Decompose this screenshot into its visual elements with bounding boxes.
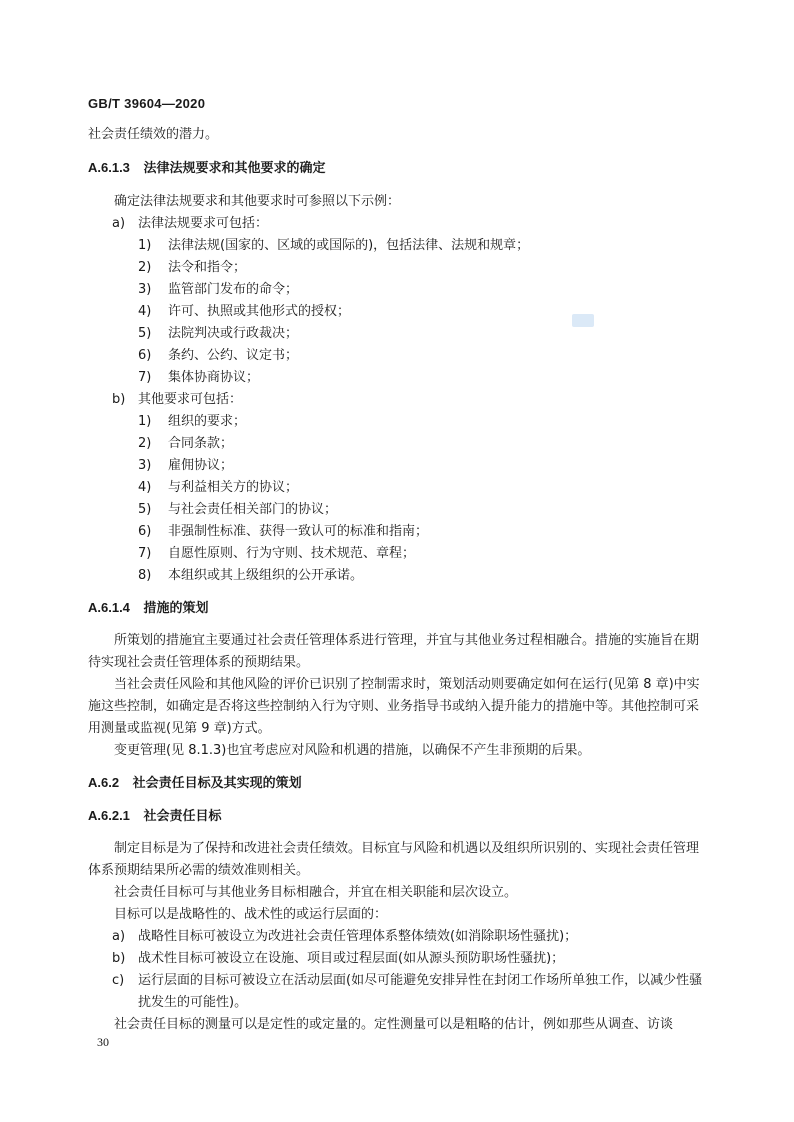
clause-title: 社会责任目标及其实现的策划 xyxy=(132,776,302,791)
list-item xyxy=(88,565,710,587)
continuation-text: 社会责任绩效的潜力。 xyxy=(88,127,219,142)
clause-title: 社会责任目标 xyxy=(143,809,222,824)
list-marker: 7) xyxy=(138,370,152,385)
list-text: 与利益相关方的协议； xyxy=(168,480,299,495)
paragraph: 当社会责任风险和其他风险的评价已识别了控制需求时，策划活动则要确定如何在运行(见第 8 章)中实施这些控制，如确定是否将这些控制纳入行为守则、业务指导书或纳入提升能力的措施中等。其他控制可采用测量或监视(见第 9 章)方式。 xyxy=(88,677,700,736)
list-text: 战术性目标可被设立在设施、项目或过程层面(如从源头预防职场性骚扰)； xyxy=(138,951,565,966)
list-item xyxy=(88,433,710,455)
list-item xyxy=(88,543,710,565)
list-item xyxy=(88,323,710,345)
clause-title: 措施的策划 xyxy=(143,601,209,616)
list-marker: a) xyxy=(112,929,126,944)
list-text: 其他要求可包括： xyxy=(138,392,243,407)
list-item xyxy=(88,411,710,433)
list-marker: 3) xyxy=(138,458,152,473)
list-text: 雇佣协议； xyxy=(168,458,234,473)
list-item xyxy=(88,926,710,948)
list-item xyxy=(88,499,710,521)
clause-number: A.6.2 xyxy=(88,775,120,790)
list-marker: 5) xyxy=(138,326,152,341)
clause-heading-a613 xyxy=(88,157,710,180)
list-text: 合同条款； xyxy=(168,436,234,451)
list-text: 法院判决或行政裁决； xyxy=(168,326,299,341)
paragraph: 目标可以是战略性的、战术性的或运行层面的： xyxy=(114,907,388,922)
standard-code: GB/T 39604—2020 xyxy=(88,96,206,111)
list-text: 监管部门发布的命令； xyxy=(168,282,299,297)
clause-heading-a62 xyxy=(88,772,710,795)
list-text: 本组织或其上级组织的公开承诺。 xyxy=(168,568,364,583)
list-item xyxy=(88,301,710,323)
paragraph: 社会责任目标可与其他业务目标相融合，并宜在相关职能和层次设立。 xyxy=(114,885,518,900)
list-text: 战略性目标可被设立为改进社会责任管理体系整体绩效(如消除职场性骚扰)； xyxy=(138,929,578,944)
list-text: 组织的要求； xyxy=(168,414,247,429)
list-item xyxy=(88,521,710,543)
clause-number: A.6.2.1 xyxy=(88,808,130,823)
list-text: 自愿性原则、行为守则、技术规范、章程； xyxy=(168,546,416,561)
list-text: 法令和指令； xyxy=(168,260,247,275)
list-item xyxy=(88,455,710,477)
clause-number: A.6.1.3 xyxy=(88,160,130,175)
list-marker: 2) xyxy=(138,436,152,451)
list-marker: 6) xyxy=(138,524,152,539)
list-marker: 4) xyxy=(138,304,152,319)
list-text: 与社会责任相关部门的协议； xyxy=(168,502,338,517)
clause-heading-a621 xyxy=(88,805,710,828)
list-marker: 1) xyxy=(138,238,152,253)
paragraph: 确定法律法规要求和其他要求时可参照以下示例： xyxy=(114,194,401,209)
paragraph: 变更管理(见 8.1.3)也宜考虑应对风险和机遇的措施，以确保不产生非预期的后果。 xyxy=(114,743,591,758)
list-marker: 1) xyxy=(138,414,152,429)
list-text: 条约、公约、议定书； xyxy=(168,348,299,363)
list-item xyxy=(88,970,710,1014)
list-item xyxy=(88,279,710,301)
list-item xyxy=(88,948,710,970)
list-marker: 6) xyxy=(138,348,152,363)
list-text: 运行层面的目标可被设立在活动层面(如尽可能避免安排异性在封闭工作场所单独工作，以减少性骚扰发生的可能性)。 xyxy=(138,973,703,1010)
list-item xyxy=(88,477,710,499)
list-marker: 3) xyxy=(138,282,152,297)
list-marker: b) xyxy=(112,951,126,966)
sublist-b xyxy=(88,411,710,587)
list-marker: 4) xyxy=(138,480,152,495)
list-item xyxy=(88,235,710,257)
clause-title: 法律法规要求和其他要求的确定 xyxy=(143,161,326,176)
clause-number: A.6.1.4 xyxy=(88,600,130,615)
list-text: 法律法规(国家的、区域的或国际的)，包括法律、法规和规章； xyxy=(168,238,530,253)
list-item xyxy=(88,367,710,389)
list-item xyxy=(88,345,710,367)
list-marker: 2) xyxy=(138,260,152,275)
list-text: 法律法规要求可包括： xyxy=(138,216,269,231)
list-marker: 8) xyxy=(138,568,152,583)
list-item-a xyxy=(88,213,710,235)
list-marker: b) xyxy=(112,392,126,407)
paragraph: 制定目标是为了保持和改进社会责任绩效。目标宜与风险和机遇以及组织所识别的、实现社会责任管理体系预期结果所必需的绩效准则相关。 xyxy=(88,841,700,878)
paragraph: 所策划的措施宜主要通过社会责任管理体系进行管理，并宜与其他业务过程相融合。措施的实施旨在期待实现社会责任管理体系的预期结果。 xyxy=(88,633,700,670)
sublist-a xyxy=(88,235,710,389)
list-text: 许可、执照或其他形式的授权； xyxy=(168,304,351,319)
list-marker: a) xyxy=(112,216,126,231)
clause-heading-a614 xyxy=(88,597,710,620)
page-number: 30 xyxy=(97,1035,109,1049)
list-marker: 5) xyxy=(138,502,152,517)
list-marker: c) xyxy=(112,973,125,988)
list-text: 非强制性标准、获得一致认可的标准和指南； xyxy=(168,524,429,539)
document-body xyxy=(88,124,710,1036)
list-text: 集体协商协议； xyxy=(168,370,260,385)
list-marker: 7) xyxy=(138,546,152,561)
list-item-b xyxy=(88,389,710,411)
paragraph: 社会责任目标的测量可以是定性的或定量的。定性测量可以是粗略的估计，例如那些从调查、访谈 xyxy=(114,1017,674,1032)
list-item xyxy=(88,257,710,279)
